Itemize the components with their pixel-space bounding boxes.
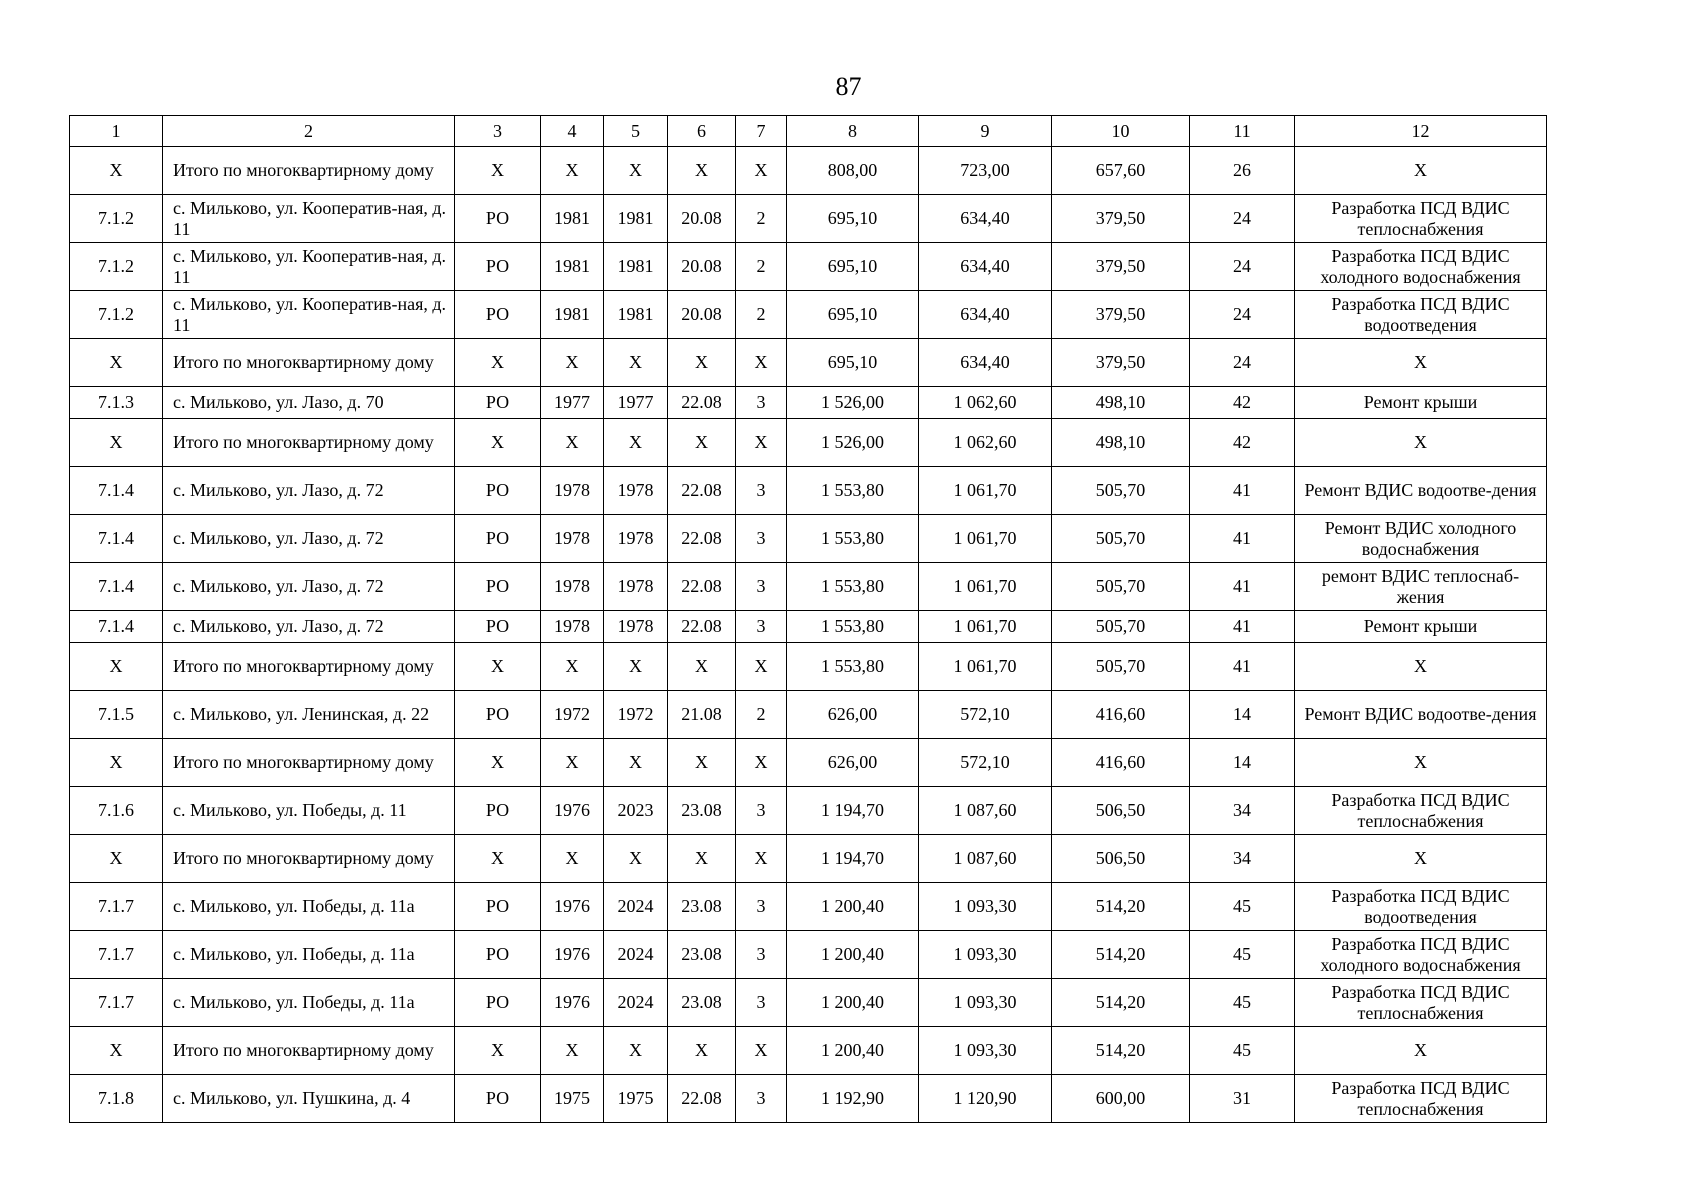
residents-cell: 41 bbox=[1190, 467, 1295, 515]
year-commissioned-cell: 1981 bbox=[604, 243, 668, 291]
living-area-cell: 1 062,60 bbox=[919, 387, 1052, 419]
row-number-cell: Х bbox=[70, 835, 163, 883]
row-number-cell: 7.1.3 bbox=[70, 387, 163, 419]
code-cell: Х bbox=[668, 339, 736, 387]
table-row bbox=[70, 611, 1547, 643]
type-cell: РО bbox=[455, 387, 541, 419]
floors-cell: 3 bbox=[736, 563, 787, 611]
year-commissioned-cell: Х bbox=[604, 339, 668, 387]
address-cell: с. Мильково, ул. Победы, д. 11а bbox=[163, 979, 455, 1027]
row-number-cell: Х bbox=[70, 339, 163, 387]
row-number-cell: Х bbox=[70, 1027, 163, 1075]
total-area-cell: 1 553,80 bbox=[787, 563, 919, 611]
year-commissioned-cell: 1981 bbox=[604, 291, 668, 339]
column-header-6: 6 bbox=[668, 116, 736, 147]
year-built-cell: Х bbox=[541, 835, 604, 883]
row-number-cell: 7.1.4 bbox=[70, 611, 163, 643]
code-cell: Х bbox=[668, 147, 736, 195]
floors-cell: 2 bbox=[736, 243, 787, 291]
living-area-cell: 634,40 bbox=[919, 339, 1052, 387]
address-cell: с. Мильково, ул. Лазо, д. 70 bbox=[163, 387, 455, 419]
residents-cell: 31 bbox=[1190, 1075, 1295, 1123]
year-built-cell: Х bbox=[541, 739, 604, 787]
column-header-11: 11 bbox=[1190, 116, 1295, 147]
work-type-cell: Разработка ПСД ВДИС холодного водоснабжения bbox=[1295, 931, 1547, 979]
year-built-cell: 1981 bbox=[541, 195, 604, 243]
table-row bbox=[70, 291, 1547, 339]
living-area-cell: 1 062,60 bbox=[919, 419, 1052, 467]
floors-cell: 2 bbox=[736, 195, 787, 243]
address-cell: с. Мильково, ул. Победы, д. 11а bbox=[163, 931, 455, 979]
floors-cell: 3 bbox=[736, 883, 787, 931]
area-cell: 657,60 bbox=[1052, 147, 1190, 195]
year-commissioned-cell: 1978 bbox=[604, 611, 668, 643]
year-built-cell: 1976 bbox=[541, 979, 604, 1027]
year-commissioned-cell: 1978 bbox=[604, 515, 668, 563]
code-cell: Х bbox=[668, 739, 736, 787]
area-cell: 506,50 bbox=[1052, 787, 1190, 835]
year-commissioned-cell: 1981 bbox=[604, 195, 668, 243]
type-cell: РО bbox=[455, 515, 541, 563]
floors-cell: 3 bbox=[736, 467, 787, 515]
residents-cell: 45 bbox=[1190, 931, 1295, 979]
address-cell: Итого по многоквартирному дому bbox=[163, 1027, 455, 1075]
work-type-cell: Ремонт крыши bbox=[1295, 387, 1547, 419]
living-area-cell: 1 093,30 bbox=[919, 1027, 1052, 1075]
row-number-cell: 7.1.2 bbox=[70, 291, 163, 339]
area-cell: 416,60 bbox=[1052, 739, 1190, 787]
area-cell: 514,20 bbox=[1052, 931, 1190, 979]
year-commissioned-cell: Х bbox=[604, 835, 668, 883]
code-cell: Х bbox=[668, 835, 736, 883]
living-area-cell: 1 087,60 bbox=[919, 835, 1052, 883]
code-cell: 22.08 bbox=[668, 1075, 736, 1123]
year-commissioned-cell: 2024 bbox=[604, 883, 668, 931]
column-header-2: 2 bbox=[163, 116, 455, 147]
code-cell: 23.08 bbox=[668, 979, 736, 1027]
year-built-cell: 1981 bbox=[541, 243, 604, 291]
code-cell: 22.08 bbox=[668, 611, 736, 643]
floors-cell: 3 bbox=[736, 1075, 787, 1123]
year-built-cell: 1978 bbox=[541, 563, 604, 611]
residents-cell: 45 bbox=[1190, 1027, 1295, 1075]
year-commissioned-cell: 1977 bbox=[604, 387, 668, 419]
total-area-cell: 1 553,80 bbox=[787, 467, 919, 515]
type-cell: РО bbox=[455, 611, 541, 643]
column-header-9: 9 bbox=[919, 116, 1052, 147]
address-cell: с. Мильково, ул. Кооператив-ная, д. 11 bbox=[163, 195, 455, 243]
type-cell: Х bbox=[455, 643, 541, 691]
year-built-cell: 1978 bbox=[541, 611, 604, 643]
living-area-cell: 723,00 bbox=[919, 147, 1052, 195]
total-area-cell: 1 194,70 bbox=[787, 835, 919, 883]
floors-cell: 2 bbox=[736, 691, 787, 739]
type-cell: РО bbox=[455, 291, 541, 339]
work-type-cell: Разработка ПСД ВДИС холодного водоснабжения bbox=[1295, 243, 1547, 291]
area-cell: 505,70 bbox=[1052, 611, 1190, 643]
total-area-cell: 1 192,90 bbox=[787, 1075, 919, 1123]
residents-cell: 26 bbox=[1190, 147, 1295, 195]
code-cell: 22.08 bbox=[668, 467, 736, 515]
year-commissioned-cell: 2023 bbox=[604, 787, 668, 835]
column-header-7: 7 bbox=[736, 116, 787, 147]
residents-cell: 41 bbox=[1190, 563, 1295, 611]
address-cell: Итого по многоквартирному дому bbox=[163, 835, 455, 883]
column-header-5: 5 bbox=[604, 116, 668, 147]
row-number-cell: 7.1.6 bbox=[70, 787, 163, 835]
table-row bbox=[70, 739, 1547, 787]
total-area-cell: 1 200,40 bbox=[787, 1027, 919, 1075]
type-cell: РО bbox=[455, 787, 541, 835]
year-commissioned-cell: 2024 bbox=[604, 931, 668, 979]
residents-cell: 45 bbox=[1190, 883, 1295, 931]
table-row bbox=[70, 787, 1547, 835]
table-row bbox=[70, 387, 1547, 419]
address-cell: Итого по многоквартирному дому bbox=[163, 739, 455, 787]
total-area-cell: 1 194,70 bbox=[787, 787, 919, 835]
living-area-cell: 1 093,30 bbox=[919, 979, 1052, 1027]
floors-cell: Х bbox=[736, 835, 787, 883]
code-cell: 23.08 bbox=[668, 787, 736, 835]
residents-cell: 41 bbox=[1190, 611, 1295, 643]
total-area-cell: 626,00 bbox=[787, 739, 919, 787]
row-number-cell: 7.1.7 bbox=[70, 883, 163, 931]
row-number-cell: Х bbox=[70, 739, 163, 787]
year-built-cell: 1977 bbox=[541, 387, 604, 419]
year-commissioned-cell: 2024 bbox=[604, 979, 668, 1027]
table-row bbox=[70, 643, 1547, 691]
residents-cell: 34 bbox=[1190, 835, 1295, 883]
row-number-cell: 7.1.2 bbox=[70, 195, 163, 243]
code-cell: 22.08 bbox=[668, 563, 736, 611]
year-built-cell: 1976 bbox=[541, 883, 604, 931]
total-area-cell: 695,10 bbox=[787, 243, 919, 291]
total-area-cell: 695,10 bbox=[787, 339, 919, 387]
living-area-cell: 1 120,90 bbox=[919, 1075, 1052, 1123]
type-cell: РО bbox=[455, 883, 541, 931]
column-number-row bbox=[70, 116, 1547, 147]
work-type-cell: Разработка ПСД ВДИС теплоснабжения bbox=[1295, 979, 1547, 1027]
total-area-cell: 626,00 bbox=[787, 691, 919, 739]
year-built-cell: Х bbox=[541, 147, 604, 195]
code-cell: 20.08 bbox=[668, 291, 736, 339]
work-type-cell: Х bbox=[1295, 339, 1547, 387]
year-built-cell: 1972 bbox=[541, 691, 604, 739]
type-cell: РО bbox=[455, 691, 541, 739]
area-cell: 498,10 bbox=[1052, 387, 1190, 419]
row-number-cell: 7.1.7 bbox=[70, 931, 163, 979]
total-area-cell: 1 553,80 bbox=[787, 611, 919, 643]
address-cell: Итого по многоквартирному дому bbox=[163, 147, 455, 195]
residents-cell: 45 bbox=[1190, 979, 1295, 1027]
area-cell: 514,20 bbox=[1052, 1027, 1190, 1075]
year-built-cell: Х bbox=[541, 643, 604, 691]
residents-cell: 41 bbox=[1190, 643, 1295, 691]
type-cell: Х bbox=[455, 739, 541, 787]
work-type-cell: Ремонт ВДИС водоотве-дения bbox=[1295, 467, 1547, 515]
address-cell: Итого по многоквартирному дому bbox=[163, 419, 455, 467]
data-table bbox=[69, 115, 1547, 1123]
area-cell: 505,70 bbox=[1052, 515, 1190, 563]
code-cell: 22.08 bbox=[668, 515, 736, 563]
table-row bbox=[70, 339, 1547, 387]
residents-cell: 42 bbox=[1190, 419, 1295, 467]
row-number-cell: Х bbox=[70, 643, 163, 691]
column-header-1: 1 bbox=[70, 116, 163, 147]
code-cell: 20.08 bbox=[668, 195, 736, 243]
year-commissioned-cell: Х bbox=[604, 1027, 668, 1075]
row-number-cell: 7.1.5 bbox=[70, 691, 163, 739]
table-row bbox=[70, 691, 1547, 739]
code-cell: 21.08 bbox=[668, 691, 736, 739]
living-area-cell: 1 093,30 bbox=[919, 883, 1052, 931]
area-cell: 505,70 bbox=[1052, 467, 1190, 515]
column-header-12: 12 bbox=[1295, 116, 1547, 147]
living-area-cell: 1 093,30 bbox=[919, 931, 1052, 979]
total-area-cell: 1 553,80 bbox=[787, 643, 919, 691]
column-header-4: 4 bbox=[541, 116, 604, 147]
code-cell: 23.08 bbox=[668, 931, 736, 979]
total-area-cell: 808,00 bbox=[787, 147, 919, 195]
type-cell: Х bbox=[455, 1027, 541, 1075]
code-cell: Х bbox=[668, 643, 736, 691]
type-cell: РО bbox=[455, 979, 541, 1027]
area-cell: 379,50 bbox=[1052, 243, 1190, 291]
year-built-cell: 1978 bbox=[541, 467, 604, 515]
address-cell: с. Мильково, ул. Ленинская, д. 22 bbox=[163, 691, 455, 739]
type-cell: РО bbox=[455, 1075, 541, 1123]
area-cell: 505,70 bbox=[1052, 643, 1190, 691]
row-number-cell: 7.1.8 bbox=[70, 1075, 163, 1123]
year-built-cell: Х bbox=[541, 419, 604, 467]
address-cell: с. Мильково, ул. Победы, д. 11 bbox=[163, 787, 455, 835]
year-commissioned-cell: Х bbox=[604, 643, 668, 691]
table-row bbox=[70, 931, 1547, 979]
total-area-cell: 1 526,00 bbox=[787, 387, 919, 419]
floors-cell: Х bbox=[736, 1027, 787, 1075]
floors-cell: Х bbox=[736, 419, 787, 467]
address-cell: с. Мильково, ул. Лазо, д. 72 bbox=[163, 563, 455, 611]
living-area-cell: 572,10 bbox=[919, 691, 1052, 739]
year-built-cell: 1975 bbox=[541, 1075, 604, 1123]
total-area-cell: 1 200,40 bbox=[787, 931, 919, 979]
year-built-cell: Х bbox=[541, 339, 604, 387]
type-cell: Х bbox=[455, 419, 541, 467]
address-cell: Итого по многоквартирному дому bbox=[163, 339, 455, 387]
table-row bbox=[70, 563, 1547, 611]
total-area-cell: 1 200,40 bbox=[787, 883, 919, 931]
year-built-cell: 1978 bbox=[541, 515, 604, 563]
floors-cell: 3 bbox=[736, 979, 787, 1027]
code-cell: Х bbox=[668, 1027, 736, 1075]
area-cell: 379,50 bbox=[1052, 195, 1190, 243]
type-cell: РО bbox=[455, 195, 541, 243]
table-row bbox=[70, 883, 1547, 931]
table-row bbox=[70, 467, 1547, 515]
row-number-cell: Х bbox=[70, 147, 163, 195]
work-type-cell: Разработка ПСД ВДИС теплоснабжения bbox=[1295, 787, 1547, 835]
address-cell: с. Мильково, ул. Победы, д. 11а bbox=[163, 883, 455, 931]
code-cell: 22.08 bbox=[668, 387, 736, 419]
floors-cell: Х bbox=[736, 739, 787, 787]
work-type-cell: Разработка ПСД ВДИС водоотведения bbox=[1295, 291, 1547, 339]
year-commissioned-cell: 1978 bbox=[604, 563, 668, 611]
year-built-cell: 1976 bbox=[541, 931, 604, 979]
type-cell: Х bbox=[455, 339, 541, 387]
living-area-cell: 1 061,70 bbox=[919, 515, 1052, 563]
type-cell: РО bbox=[455, 931, 541, 979]
type-cell: Х bbox=[455, 835, 541, 883]
work-type-cell: Ремонт крыши bbox=[1295, 611, 1547, 643]
table-row bbox=[70, 419, 1547, 467]
work-type-cell: Ремонт ВДИС холодного водоснабжения bbox=[1295, 515, 1547, 563]
total-area-cell: 1 526,00 bbox=[787, 419, 919, 467]
year-built-cell: Х bbox=[541, 1027, 604, 1075]
living-area-cell: 1 061,70 bbox=[919, 563, 1052, 611]
code-cell: Х bbox=[668, 419, 736, 467]
year-commissioned-cell: 1975 bbox=[604, 1075, 668, 1123]
residents-cell: 14 bbox=[1190, 739, 1295, 787]
area-cell: 379,50 bbox=[1052, 339, 1190, 387]
table-row bbox=[70, 195, 1547, 243]
area-cell: 514,20 bbox=[1052, 979, 1190, 1027]
year-built-cell: 1976 bbox=[541, 787, 604, 835]
floors-cell: 3 bbox=[736, 931, 787, 979]
type-cell: РО bbox=[455, 467, 541, 515]
year-commissioned-cell: Х bbox=[604, 419, 668, 467]
type-cell: Х bbox=[455, 147, 541, 195]
area-cell: 506,50 bbox=[1052, 835, 1190, 883]
type-cell: РО bbox=[455, 563, 541, 611]
address-cell: с. Мильково, ул. Кооператив-ная, д. 11 bbox=[163, 291, 455, 339]
year-commissioned-cell: Х bbox=[604, 147, 668, 195]
residents-cell: 24 bbox=[1190, 195, 1295, 243]
row-number-cell: 7.1.7 bbox=[70, 979, 163, 1027]
table-row bbox=[70, 1075, 1547, 1123]
total-area-cell: 1 553,80 bbox=[787, 515, 919, 563]
table-row bbox=[70, 979, 1547, 1027]
living-area-cell: 1 061,70 bbox=[919, 643, 1052, 691]
table-body bbox=[70, 116, 1547, 1123]
floors-cell: Х bbox=[736, 147, 787, 195]
area-cell: 514,20 bbox=[1052, 883, 1190, 931]
area-cell: 600,00 bbox=[1052, 1075, 1190, 1123]
floors-cell: 3 bbox=[736, 611, 787, 643]
area-cell: 498,10 bbox=[1052, 419, 1190, 467]
address-cell: с. Мильково, ул. Лазо, д. 72 bbox=[163, 611, 455, 643]
work-type-cell: Х bbox=[1295, 147, 1547, 195]
address-cell: с. Мильково, ул. Лазо, д. 72 bbox=[163, 467, 455, 515]
work-type-cell: Х bbox=[1295, 1027, 1547, 1075]
code-cell: 20.08 bbox=[668, 243, 736, 291]
work-type-cell: Ремонт ВДИС водоотве-дения bbox=[1295, 691, 1547, 739]
living-area-cell: 634,40 bbox=[919, 195, 1052, 243]
work-type-cell: Разработка ПСД ВДИС водоотведения bbox=[1295, 883, 1547, 931]
address-cell: с. Мильково, ул. Лазо, д. 72 bbox=[163, 515, 455, 563]
floors-cell: Х bbox=[736, 339, 787, 387]
floors-cell: 3 bbox=[736, 387, 787, 419]
row-number-cell: 7.1.4 bbox=[70, 515, 163, 563]
living-area-cell: 572,10 bbox=[919, 739, 1052, 787]
table-row bbox=[70, 835, 1547, 883]
work-type-cell: Х bbox=[1295, 739, 1547, 787]
living-area-cell: 1 061,70 bbox=[919, 467, 1052, 515]
row-number-cell: 7.1.2 bbox=[70, 243, 163, 291]
code-cell: 23.08 bbox=[668, 883, 736, 931]
address-cell: Итого по многоквартирному дому bbox=[163, 643, 455, 691]
floors-cell: 3 bbox=[736, 787, 787, 835]
page-number: 87 bbox=[835, 72, 862, 101]
column-header-10: 10 bbox=[1052, 116, 1190, 147]
work-type-cell: Х bbox=[1295, 643, 1547, 691]
residents-cell: 41 bbox=[1190, 515, 1295, 563]
total-area-cell: 1 200,40 bbox=[787, 979, 919, 1027]
work-type-cell: Разработка ПСД ВДИС теплоснабжения bbox=[1295, 1075, 1547, 1123]
residents-cell: 24 bbox=[1190, 291, 1295, 339]
area-cell: 416,60 bbox=[1052, 691, 1190, 739]
living-area-cell: 1 061,70 bbox=[919, 611, 1052, 643]
work-type-cell: Разработка ПСД ВДИС теплоснабжения bbox=[1295, 195, 1547, 243]
work-type-cell: Х bbox=[1295, 419, 1547, 467]
column-header-8: 8 bbox=[787, 116, 919, 147]
living-area-cell: 634,40 bbox=[919, 243, 1052, 291]
table-row bbox=[70, 147, 1547, 195]
year-commissioned-cell: 1972 bbox=[604, 691, 668, 739]
address-cell: с. Мильково, ул. Пушкина, д. 4 bbox=[163, 1075, 455, 1123]
residents-cell: 14 bbox=[1190, 691, 1295, 739]
floors-cell: 3 bbox=[736, 515, 787, 563]
row-number-cell: 7.1.4 bbox=[70, 467, 163, 515]
floors-cell: Х bbox=[736, 643, 787, 691]
row-number-cell: Х bbox=[70, 419, 163, 467]
column-header-3: 3 bbox=[455, 116, 541, 147]
year-commissioned-cell: 1978 bbox=[604, 467, 668, 515]
living-area-cell: 1 087,60 bbox=[919, 787, 1052, 835]
residents-cell: 24 bbox=[1190, 339, 1295, 387]
work-type-cell: Х bbox=[1295, 835, 1547, 883]
table-row bbox=[70, 1027, 1547, 1075]
type-cell: РО bbox=[455, 243, 541, 291]
address-cell: с. Мильково, ул. Кооператив-ная, д. 11 bbox=[163, 243, 455, 291]
residents-cell: 42 bbox=[1190, 387, 1295, 419]
living-area-cell: 634,40 bbox=[919, 291, 1052, 339]
total-area-cell: 695,10 bbox=[787, 195, 919, 243]
total-area-cell: 695,10 bbox=[787, 291, 919, 339]
area-cell: 505,70 bbox=[1052, 563, 1190, 611]
area-cell: 379,50 bbox=[1052, 291, 1190, 339]
row-number-cell: 7.1.4 bbox=[70, 563, 163, 611]
residents-cell: 24 bbox=[1190, 243, 1295, 291]
year-commissioned-cell: Х bbox=[604, 739, 668, 787]
residents-cell: 34 bbox=[1190, 787, 1295, 835]
table-row bbox=[70, 243, 1547, 291]
year-built-cell: 1981 bbox=[541, 291, 604, 339]
floors-cell: 2 bbox=[736, 291, 787, 339]
work-type-cell: ремонт ВДИС теплоснаб-жения bbox=[1295, 563, 1547, 611]
table-row bbox=[70, 515, 1547, 563]
